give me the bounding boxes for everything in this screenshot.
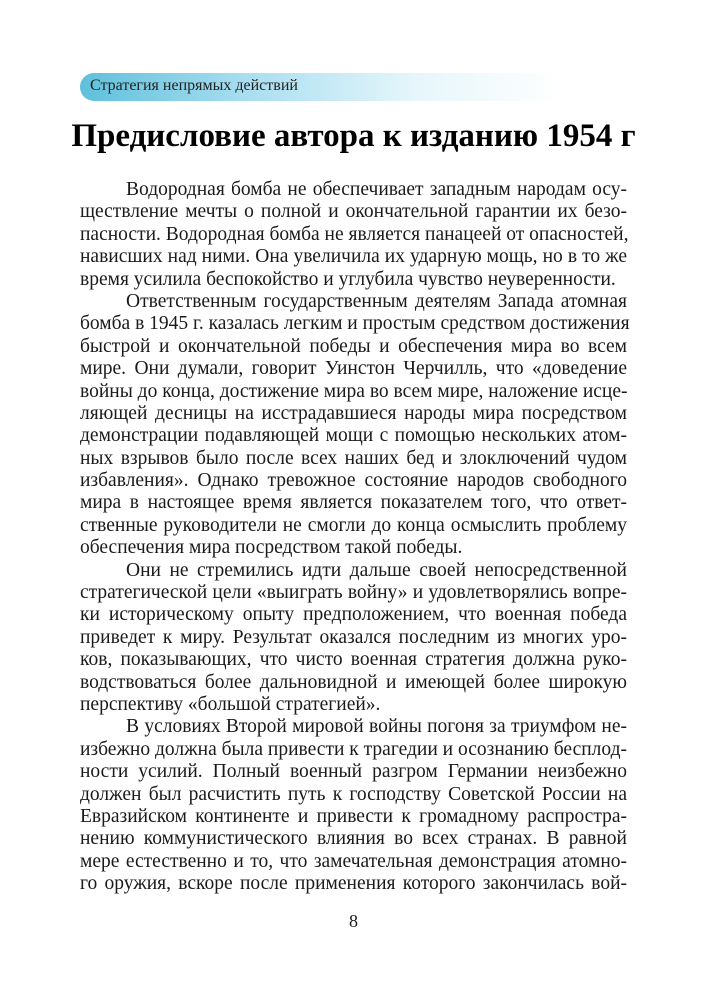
text-line: пасности. Водородная бомба не является панацеей от опасностей,: [80, 223, 629, 245]
page-number: 8: [349, 911, 358, 931]
paragraph: [80, 290, 630, 560]
text-line: Водородная бомба не обеспечивает западным народам осу-: [126, 179, 627, 200]
text-line: мере естественно и то, что замечательная демонстрация атомно-: [80, 850, 627, 872]
text-line: го оружия, вскоре после применения которого закончилась вой-: [80, 873, 627, 895]
text-line: избавления». Однако тревожное состояние народов свободного: [80, 470, 627, 492]
text-line: ных взрывов было после всех наших бед и злоключений чудом: [80, 447, 627, 469]
page-title: Предисловие автора к изданию 1954 г: [71, 118, 636, 154]
text-line: ществление мечты о полной и окончательной гарантии их безо-: [80, 201, 627, 223]
running-header: [80, 73, 560, 101]
text-line: ки историческому опыту предположением, что военная победа: [80, 604, 627, 626]
text-line: быстрой и окончательной победы и обеспечения мира во всем: [80, 335, 627, 357]
text-line: Ответственным государственным деятелям Запада атомная: [126, 290, 627, 312]
text-line: войны до конца, достижение мира во всем мире, наложение исце-: [80, 380, 628, 402]
text-line: Они не стремились идти дальше своей непосредственной: [126, 559, 627, 581]
body-text: [80, 179, 630, 896]
text-line: приведет к миру. Результат оказался последним из многих уро-: [80, 626, 627, 648]
text-line: В условиях Второй мировой войны погоня за триумфом не-: [126, 716, 627, 738]
text-line: демонстрации подавляющей мощи с помощью нескольких атом-: [80, 425, 627, 447]
text-line: нению коммунистического влияния во всех странах. В равной: [80, 828, 627, 850]
text-line: стратегической цели «выиграть войну» и удовлетворялись вопре-: [80, 582, 627, 604]
text-line: мира в настоящее время является показателем того, что ответ-: [80, 492, 627, 514]
paragraph: [80, 560, 627, 717]
text-line: ляющей десницы на исстрадавшиеся народы мира посредством: [80, 402, 627, 424]
text-line: мире. Они думали, говорит Уинстон Черчилль, что «доведение: [80, 358, 627, 380]
text-line: бомба в 1945 г. казалась легким и простым средством достижения: [80, 313, 630, 335]
text-line: водствоваться более дальновидной и имеющей более широкую: [80, 671, 627, 693]
text-line: должен был расчистить путь к господству Советской России на: [80, 783, 627, 805]
paragraph: [80, 716, 627, 895]
text-line: время усилила беспокойство и углубила чувство неуверенности.: [80, 268, 616, 290]
text-line: нависших над ними. Она увеличила их ударную мощь, но в то же: [80, 246, 627, 268]
text-line: Евразийском континенте и привести к громадному распростра-: [80, 805, 627, 827]
text-line: обеспечения мира посредством такой победы.: [80, 537, 463, 559]
text-line: ственные руководители не смогли до конца осмыслить проблему: [80, 514, 627, 536]
text-line: ности усилий. Полный военный разгром Германии неизбежно: [80, 761, 627, 783]
running-title: Стратегия непрямых действий: [90, 77, 298, 94]
text-line: избежно должна была привести к трагедии и осознанию бесплод-: [80, 738, 627, 760]
text-line: ков, показывающих, что чисто военная стратегия должна руко-: [80, 649, 627, 671]
paragraph: [80, 179, 627, 291]
text-line: перспективу «большой стратегией».: [80, 693, 381, 715]
